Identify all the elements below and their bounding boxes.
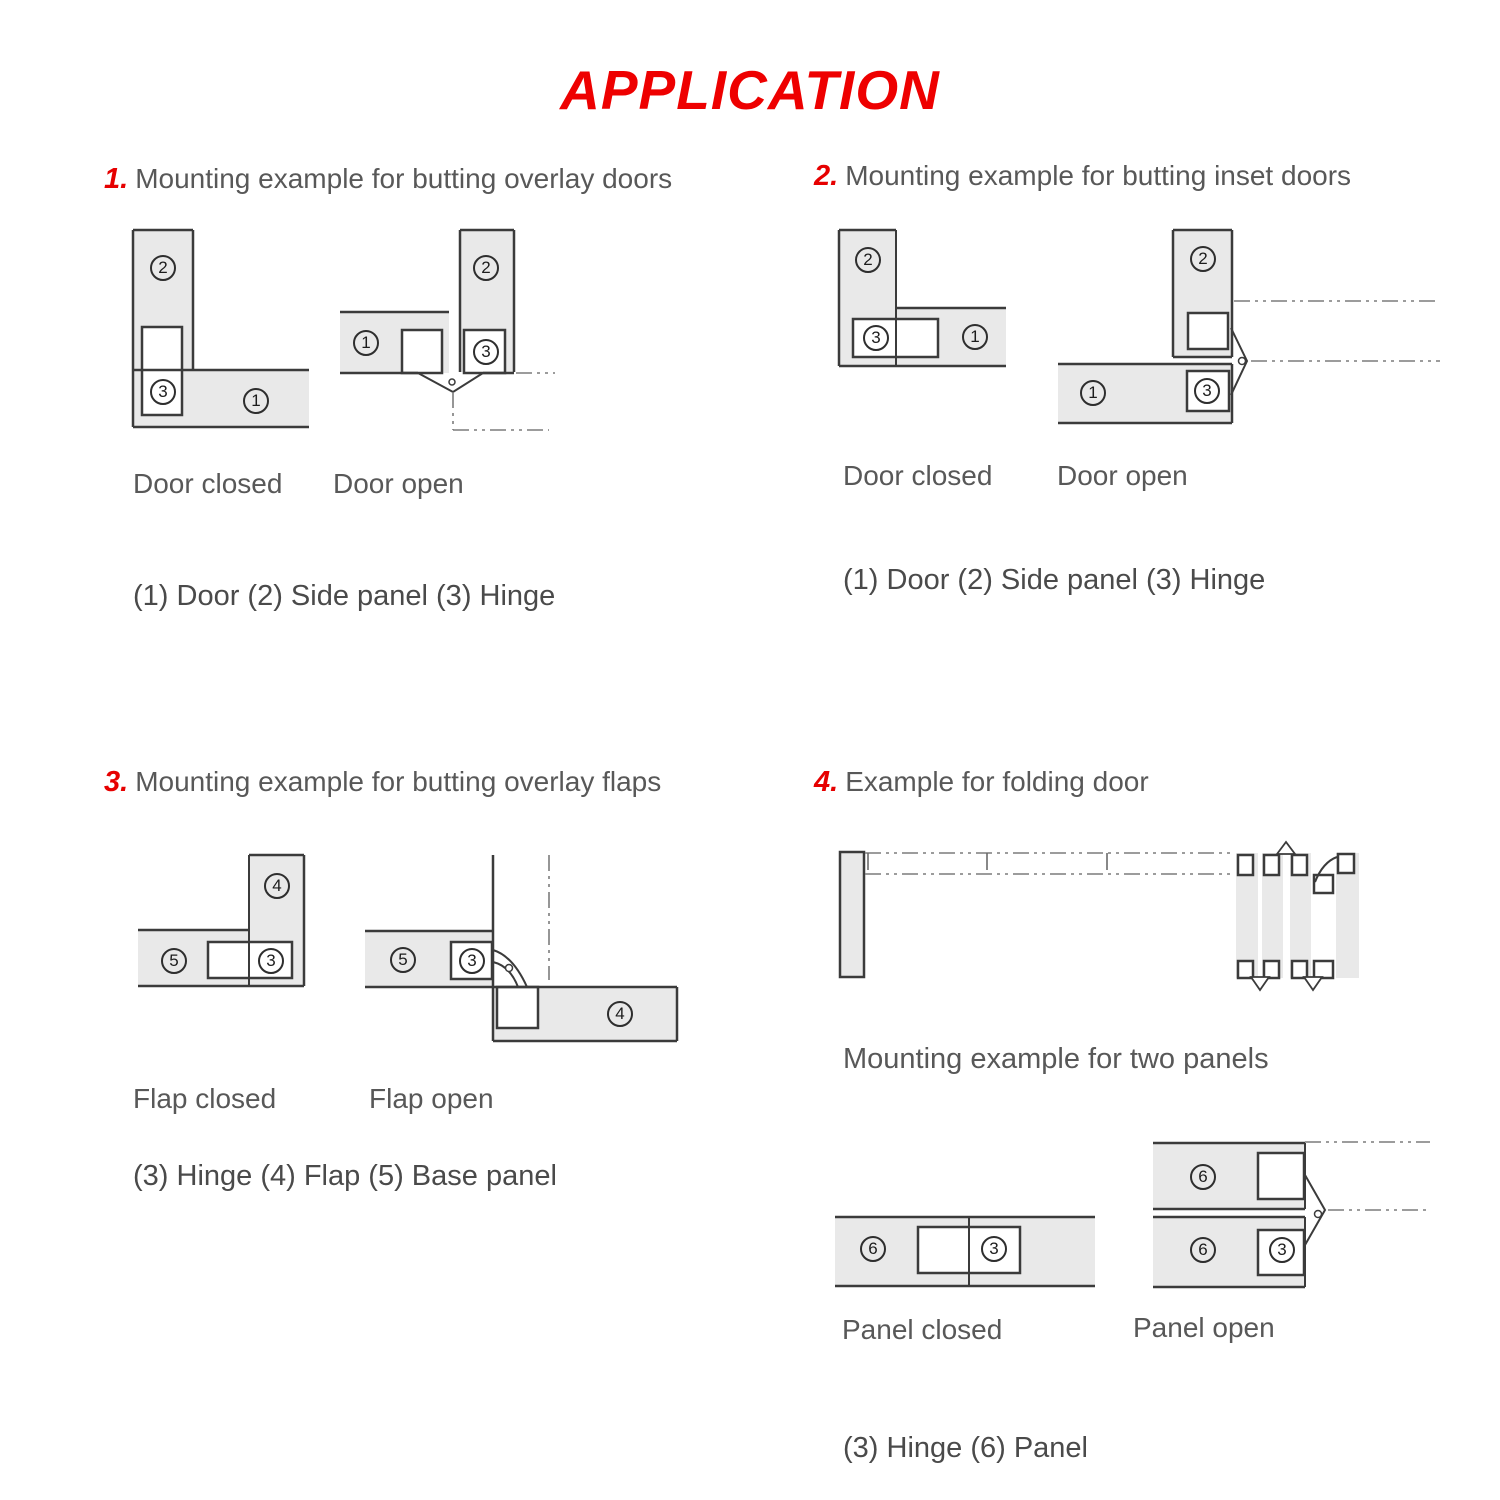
section-3-number: 3. [104, 766, 129, 798]
hinge-cup [1264, 855, 1279, 875]
arrow-up-icon [1277, 842, 1295, 854]
diagram-s4-folding-door [835, 840, 1365, 995]
section-3-heading-text: Mounting example for butting overlay flaps [135, 766, 662, 797]
s1-label-open: Door open [333, 468, 464, 499]
s3-legend: (3) Hinge (4) Flap (5) Base panel [133, 1160, 557, 1192]
callout-door: 1 [353, 330, 379, 356]
hinge-pivot [1239, 358, 1246, 365]
callout-side-panel: 2 [1190, 246, 1216, 272]
s3-label-open: Flap open [369, 1083, 494, 1114]
s4-legend: (3) Hinge (6) Panel [843, 1432, 1088, 1464]
hinge-open-arm [493, 950, 527, 987]
diagram-s3-flap-closed [130, 850, 315, 995]
section-2-heading [814, 160, 1351, 193]
callout-panel: 6 [1190, 1237, 1216, 1263]
callout-flap: 4 [264, 873, 290, 899]
hinge-cup [1264, 961, 1279, 978]
s1-label-closed: Door closed [133, 468, 283, 499]
callout-hinge: 3 [1194, 378, 1220, 404]
callout-panel: 6 [860, 1236, 886, 1262]
s2-label-open: Door open [1057, 460, 1188, 491]
s2-legend: (1) Door (2) Side panel (3) Hinge [843, 564, 1266, 596]
section-4-number: 4. [814, 766, 839, 798]
callout-hinge: 3 [150, 379, 176, 405]
s4-caption: Mounting example for two panels [843, 1043, 1269, 1075]
callout-hinge: 3 [258, 948, 284, 974]
callout-base-panel: 5 [161, 948, 187, 974]
hinge-cup [1258, 1153, 1304, 1199]
diagram-s2-door-open [1055, 225, 1445, 430]
pivot-axis-lines [1234, 301, 1440, 361]
section-4-heading-text: Example for folding door [845, 766, 1149, 797]
callout-door: 1 [243, 388, 269, 414]
s1-legend: (1) Door (2) Side panel (3) Hinge [133, 580, 556, 612]
hinge-cup [1292, 855, 1307, 875]
hinge-pivot [1315, 1211, 1322, 1218]
callout-hinge: 3 [1269, 1237, 1295, 1263]
section-2-number: 2. [814, 160, 839, 192]
callout-flap: 4 [607, 1001, 633, 1027]
hinge-cup [497, 987, 538, 1028]
section-1-number: 1. [104, 163, 129, 195]
wall-bar [840, 852, 864, 977]
folded-panels [1236, 853, 1359, 978]
section-3-heading [104, 766, 661, 799]
callout-hinge: 3 [863, 325, 889, 351]
callout-panel: 6 [1190, 1164, 1216, 1190]
door-travel-axis [865, 853, 1235, 874]
hinge-open-arm [1305, 1175, 1325, 1245]
section-2-heading-text: Mounting example for butting inset doors [845, 160, 1352, 191]
hinge-cup [1314, 961, 1333, 978]
diagram-s4-panel-open [1148, 1135, 1438, 1295]
arrow-down-icon [1251, 977, 1269, 990]
hinge-cup [1238, 961, 1253, 978]
callout-hinge: 3 [473, 339, 499, 365]
section-4-heading [814, 766, 1149, 799]
section-1-heading-text: Mounting example for butting overlay doors [135, 163, 673, 194]
s3-label-closed: Flap closed [133, 1083, 277, 1114]
callout-door: 1 [1080, 380, 1106, 406]
callout-door: 1 [962, 324, 988, 350]
callout-hinge: 3 [981, 1236, 1007, 1262]
callout-side-panel: 2 [473, 255, 499, 281]
s4-label-closed: Panel closed [842, 1314, 1003, 1345]
callout-hinge: 3 [459, 948, 485, 974]
page-title: APPLICATION [560, 59, 940, 121]
arrow-down-icon [1304, 977, 1322, 990]
section-1-heading [104, 163, 672, 196]
hinge-pivot [449, 379, 455, 385]
hinge-cup [1292, 961, 1307, 978]
hinge-pivot [506, 965, 513, 972]
s4-label-open: Panel open [1133, 1312, 1275, 1343]
hinge-cup [402, 330, 442, 373]
hinge-cup [1188, 313, 1228, 349]
hinge-cup [1238, 855, 1253, 875]
s2-label-closed: Door closed [843, 460, 993, 491]
hinge-cup [1338, 854, 1354, 873]
callout-base-panel: 5 [390, 947, 416, 973]
callout-side-panel: 2 [855, 247, 881, 273]
pivot-axis-lines [1305, 1142, 1430, 1210]
callout-side-panel: 2 [150, 255, 176, 281]
